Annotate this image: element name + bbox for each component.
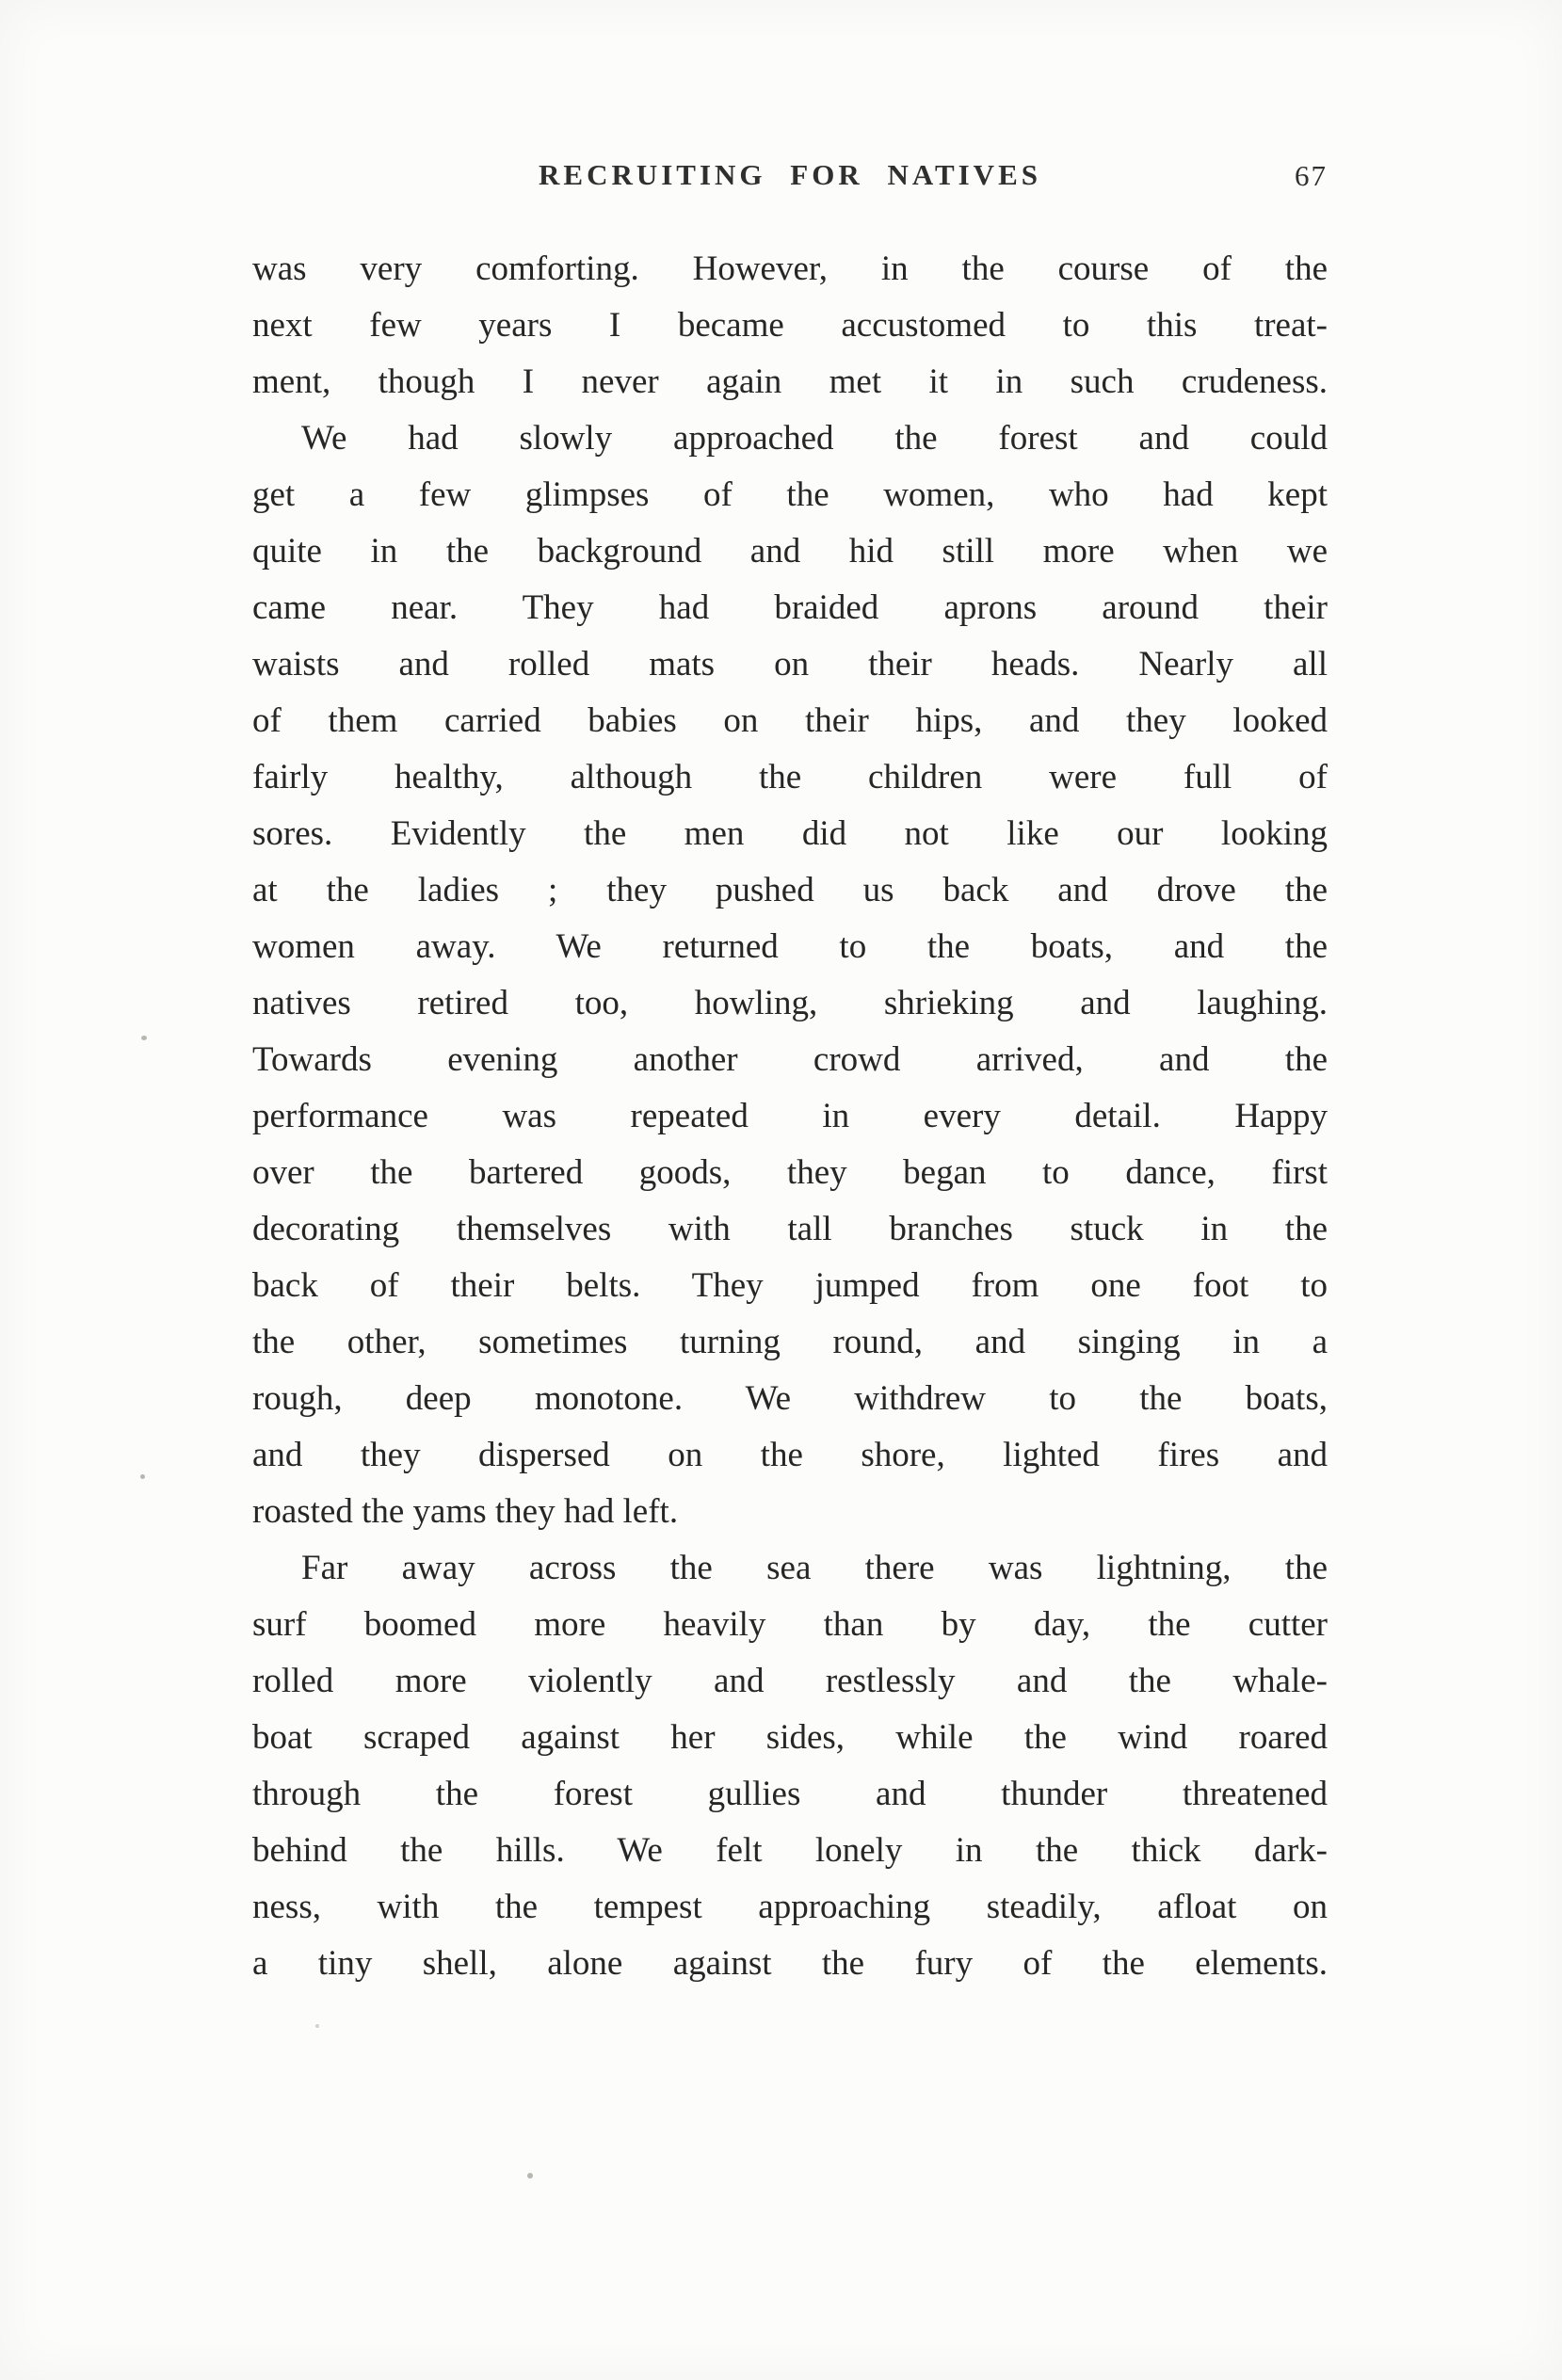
scan-speck [140,1474,145,1479]
text-line: ment, though I never again met it in such crudeness. [252,362,1328,401]
text-block [252,241,1328,1992]
text-line: back of their belts. They jumped from one foot to [252,1266,1328,1305]
text-line: sores. Evidently the men did not like our looking [252,814,1328,853]
text-line: a tiny shell, alone against the fury of the elements. [252,1944,1328,1983]
text-line: rolled more violently and restlessly and the whale- [252,1662,1328,1700]
text-line: through the forest gullies and thunder threatened [252,1775,1328,1813]
text-line: at the ladies ; they pushed us back and drove the [252,871,1328,909]
scan-speck [141,1036,147,1040]
text-line: waists and rolled mats on their heads. Nearly all [252,645,1328,683]
running-header-title: RECRUITING FOR NATIVES [539,158,1041,191]
text-line: fairly healthy, although the children were full of [252,758,1328,796]
text-line: quite in the background and hid still more when we [252,532,1328,571]
text-line: of them carried babies on their hips, and they looked [252,701,1328,740]
text-line: get a few glimpses of the women, who had kept [252,475,1328,514]
scan-speck [315,2024,319,2028]
text-line: natives retired too, howling, shrieking and laughing. [252,984,1328,1022]
scan-speck [527,2173,533,2179]
text-line: rough, deep monotone. We withdrew to the boats, [252,1379,1328,1418]
text-line: We had slowly approached the forest and could [301,419,1328,458]
page-number: 67 [1295,159,1328,192]
text-line: boat scraped against her sides, while the wind roared [252,1718,1328,1757]
text-line: came near. They had braided aprons around their [252,588,1328,627]
text-line: behind the hills. We felt lonely in the thick dark- [252,1831,1328,1870]
text-line: next few years I became accustomed to this treat- [252,306,1328,345]
text-line: was very comforting. However, in the course of the [252,249,1328,288]
text-line: surf boomed more heavily than by day, the cutter [252,1605,1328,1644]
text-line: and they dispersed on the shore, lighted fires and [252,1436,1328,1474]
text-line: women away. We returned to the boats, and the [252,927,1328,966]
text-line: ness, with the tempest approaching steadily, afloat on [252,1888,1328,1926]
text-line: performance was repeated in every detail. Happy [252,1097,1328,1135]
page-content [252,158,1328,1992]
page-header [252,158,1328,205]
text-line: Far away across the sea there was lightning, the [301,1549,1328,1587]
text-line: the other, sometimes turning round, and singing in a [252,1323,1328,1361]
text-line: over the bartered goods, they began to dance, first [252,1153,1328,1192]
text-line: roasted the yams they had left. [252,1492,679,1531]
text-line: decorating themselves with tall branches stuck in the [252,1210,1328,1248]
text-line: Towards evening another crowd arrived, and the [252,1040,1328,1079]
